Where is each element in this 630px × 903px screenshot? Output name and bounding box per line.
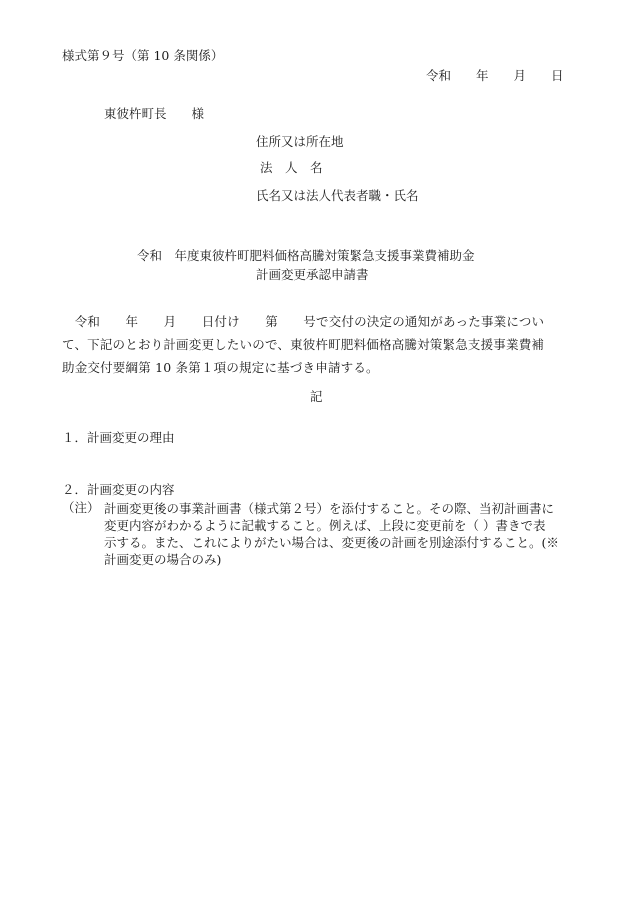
note-prefix: （注）: [62, 500, 100, 515]
date-line: 令和 年 月 日: [426, 68, 564, 83]
note-line: 計画変更後の事業計画書（様式第２号）を添付すること。その際、当初計画書に: [104, 501, 555, 516]
note-line: 計画変更の場合のみ): [104, 552, 222, 567]
address-label: 住所又は所在地: [256, 134, 344, 149]
body-line: 助金交付要綱第 10 条第１項の規定に基づき申請する。: [62, 360, 379, 375]
section2-heading: ２．計画変更の内容: [62, 482, 175, 497]
addressee: 東彼杵町長 様: [104, 106, 205, 121]
document-title-line2: 計画変更承認申請書: [256, 267, 369, 282]
corporation-name-label: 法 人 名: [260, 160, 323, 175]
body-paragraph: [62, 310, 582, 379]
note-line: 変更内容がわかるように記載すること。例えば、上段に変更前を（ ）書きで表: [104, 518, 546, 533]
section1-heading: １．計画変更の理由: [62, 430, 175, 445]
representative-name-label: 氏名又は法人代表者職・氏名: [256, 188, 419, 203]
ki-marker: 記: [310, 389, 323, 404]
document-title-line1: 令和 年度東彼杵町肥料価格高騰対策緊急支援事業費補助金: [137, 248, 475, 263]
form-number: 様式第９号（第 10 条関係）: [62, 48, 224, 63]
body-line: 令和 年 月 日付け 第 号で交付の決定の通知があった事業につい: [62, 314, 545, 329]
body-line: て、下記のとおり計画変更したいので、東彼杵町肥料価格高騰対策緊急支援事業費補: [62, 337, 545, 352]
note-line: 示する。また、これによりがたい場合は、変更後の計画を別途添付すること。(※: [104, 535, 559, 550]
